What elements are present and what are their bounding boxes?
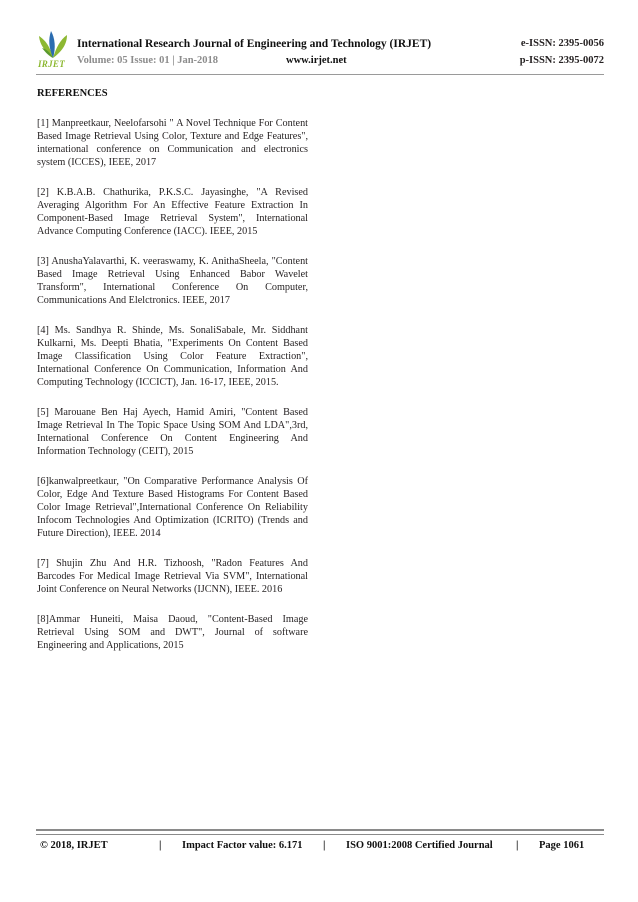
leaf-icon [36,30,70,60]
reference-item: [1] Manpreetkaur, Neelofarsohi " A Novel Technique For Content Based Image Retrieval Using Color, Texture and Edge Features", international conference on Communication and electronics system (ICCES), IEEE, 2017 [37,118,308,168]
footer-divider [36,829,604,831]
references-heading: REFERENCES [37,88,108,99]
footer-divider-thin [36,834,604,835]
reference-item: [3] AnushaYalavarthi, K. veeraswamy, K. AnithaSheela, "Content Based Image Retrieval Using Enhanced Babor Wavelet Transform", International Conference On Computer, Communications And Elelctronics. IEEE, 2017 [37,256,308,306]
reference-item: [2] K.B.A.B. Chathurika, P.K.S.C. Jayasinghe, "A Revised Averaging Algorithm For An Effective Feature Extraction In Component-Based Image Retrieval System", International Advance Computing Conference (IACC). IEEE, 2015 [37,187,308,237]
footer-separator: | [516,839,519,851]
volume-issue: Volume: 05 Issue: 01 | Jan-2018 [77,55,219,66]
p-issn: p-ISSN: 2395-0072 [519,55,604,66]
logo-text: IRJET [38,59,66,69]
journal-title: International Research Journal of Engineering and Technology (IRJET) [77,38,432,50]
website-link[interactable]: www.irjet.net [286,55,347,66]
page-footer [36,829,604,859]
header-divider [36,74,604,75]
footer-impact-factor: Impact Factor value: 6.171 [182,840,303,851]
irjet-logo [36,30,70,72]
footer-separator: | [323,839,326,851]
footer-separator: | [159,839,162,851]
references-section [37,88,308,669]
reference-item: [8]Ammar Huneiti, Maisa Daoud, "Content-Based Image Retrieval Using SOM and DWT", Journal of software Engineering and Applications, 2015 [37,614,308,651]
e-issn: e-ISSN: 2395-0056 [520,38,604,49]
footer-page-number: Page 1061 [539,840,585,851]
footer-copyright: © 2018, IRJET [40,840,108,851]
reference-item: [4] Ms. Sandhya R. Shinde, Ms. SonaliSabale, Mr. Siddhant Kulkarni, Ms. Deepti Bhatia, "Experiments On Content Based Image Classification Using Color Feature Extraction", International Conference On Communication, Information And Computing Technology (ICCICT), Jan. 16-17, IEEE, 2015. [37,325,308,388]
page-header [36,30,604,76]
footer-iso: ISO 9001:2008 Certified Journal [346,840,493,851]
reference-item: [6]kanwalpreetkaur, "On Comparative Performance Analysis Of Color, Edge And Texture Based Histograms For Content Based Color Image Retrieval",International Conference On Reliability Infocom Technologies And Optimization (ICRITO) (Trends and Future Direction), IEEE. 2014 [37,476,308,539]
reference-item: [7] Shujin Zhu And H.R. Tizhoosh, "Radon Features And Barcodes For Medical Image Retrieval Via SVM", International Joint Conference on Neural Networks (IJCNN), IEEE. 2016 [37,558,308,595]
reference-item: [5] Marouane Ben Haj Ayech, Hamid Amiri, "Content Based Image Retrieval In The Topic Space Using SOM And LDA",3rd, International Conference On Content Engineering And Information Technology (CEIT), 2015 [37,407,308,457]
